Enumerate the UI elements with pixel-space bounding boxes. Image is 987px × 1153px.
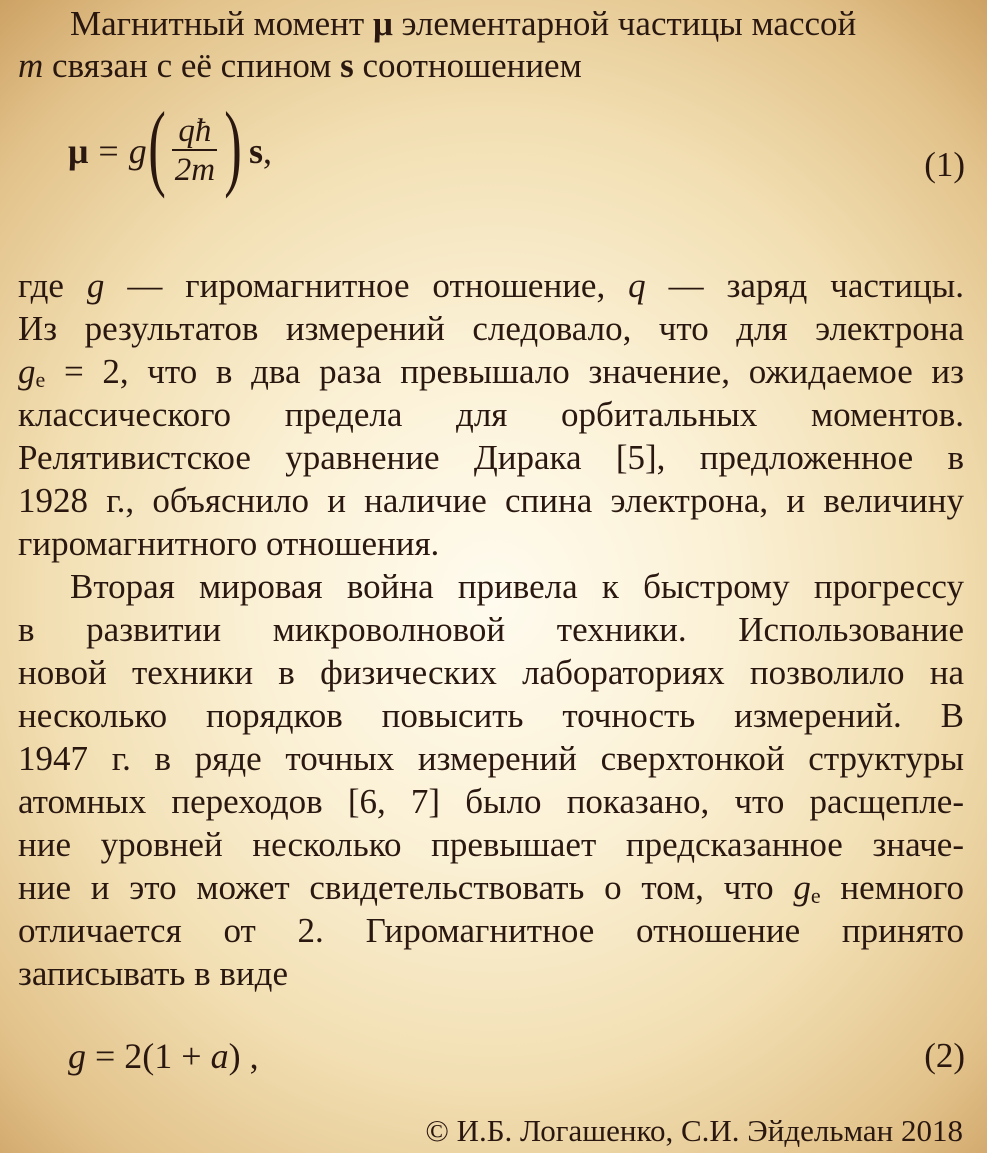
left-paren: (	[147, 92, 166, 199]
paragraph-2-line-4: классического предела для орбитальных моментов.	[18, 395, 964, 434]
copyright-footer: © И.Б. Логашенко, С.И. Эйдельман 2018	[425, 1113, 963, 1148]
mass-symbol: m	[18, 46, 44, 85]
paragraph-3-line-1: Вторая мировая война привела к быстрому прогрессу	[70, 567, 964, 606]
paragraph-3-line-10: записывать в виде	[18, 954, 288, 993]
paragraph-1-line-1	[70, 4, 964, 44]
equation-2: g = 2(1 + a ) ,	[68, 1036, 259, 1076]
equation-2-number: (2)	[924, 1036, 965, 1075]
paragraph-3-line-2: в развитии микроволновой техники. Использование	[18, 610, 964, 649]
paragraph-3-line-5: 1947 г. в ряде точных измерений сверхтонкой структуры	[18, 739, 964, 778]
text-segment: Магнитный момент	[70, 4, 373, 43]
equation-1-number: (1)	[924, 145, 965, 184]
eq1-numerator: qħ	[172, 113, 217, 151]
mu-symbol: μ	[372, 4, 393, 43]
spin-symbol: s	[340, 46, 354, 85]
paragraph-2-line-2: Из результатов измерений следовало, что для электрона	[18, 309, 964, 348]
paragraph-2-line-3: $g_e = 2$, что в два раза превышало значение, ожидаемое из	[18, 352, 964, 392]
eq1-trail: ,	[263, 131, 273, 171]
text-segment: связан с её спином	[43, 46, 341, 85]
paragraph-3-line-6: атомных переходов [6, 7] было показано, что расщепле-	[18, 782, 964, 821]
eq1-spin: s	[249, 131, 264, 171]
eq1-fraction	[169, 113, 221, 189]
right-paren: )	[224, 92, 242, 199]
eq1-equals: =	[98, 131, 119, 171]
paragraph-2-line-5: Релятивистское уравнение Дирака [5], предложенное в	[18, 438, 964, 477]
paragraph-3-line-3: новой техники в физических лабораториях позволило на	[18, 653, 964, 692]
text-segment: соотношением	[353, 46, 582, 85]
eq1-g: g	[128, 131, 147, 171]
paragraph-2-line-6: 1928 г., объяснило и наличие спина электрона, и величину	[18, 481, 964, 520]
eq1-denominator: 2m	[174, 152, 216, 188]
paragraph-2-line-7: гиромагнитного отношения.	[18, 524, 440, 563]
paragraph-2-line-1: где g — гиромагнитное отношение, q — заряд частицы.	[18, 266, 964, 305]
text-segment: элементарной частицы массой	[392, 4, 857, 43]
paragraph-3-line-9: отличается от 2. Гиромагнитное отношение принято	[18, 911, 964, 950]
paragraph-3-line-7: ние уровней несколько превышает предсказанное значе-	[18, 825, 964, 864]
paragraph-3-line-4: несколько порядков повысить точность измерений. В	[18, 696, 964, 735]
equation-1	[68, 92, 273, 199]
paragraph-1-line-2	[18, 46, 964, 86]
paragraph-3-line-8: ние и это может свидетельствовать о том, что $g_e$ немного	[18, 868, 964, 908]
eq1-lhs: μ	[68, 131, 89, 171]
